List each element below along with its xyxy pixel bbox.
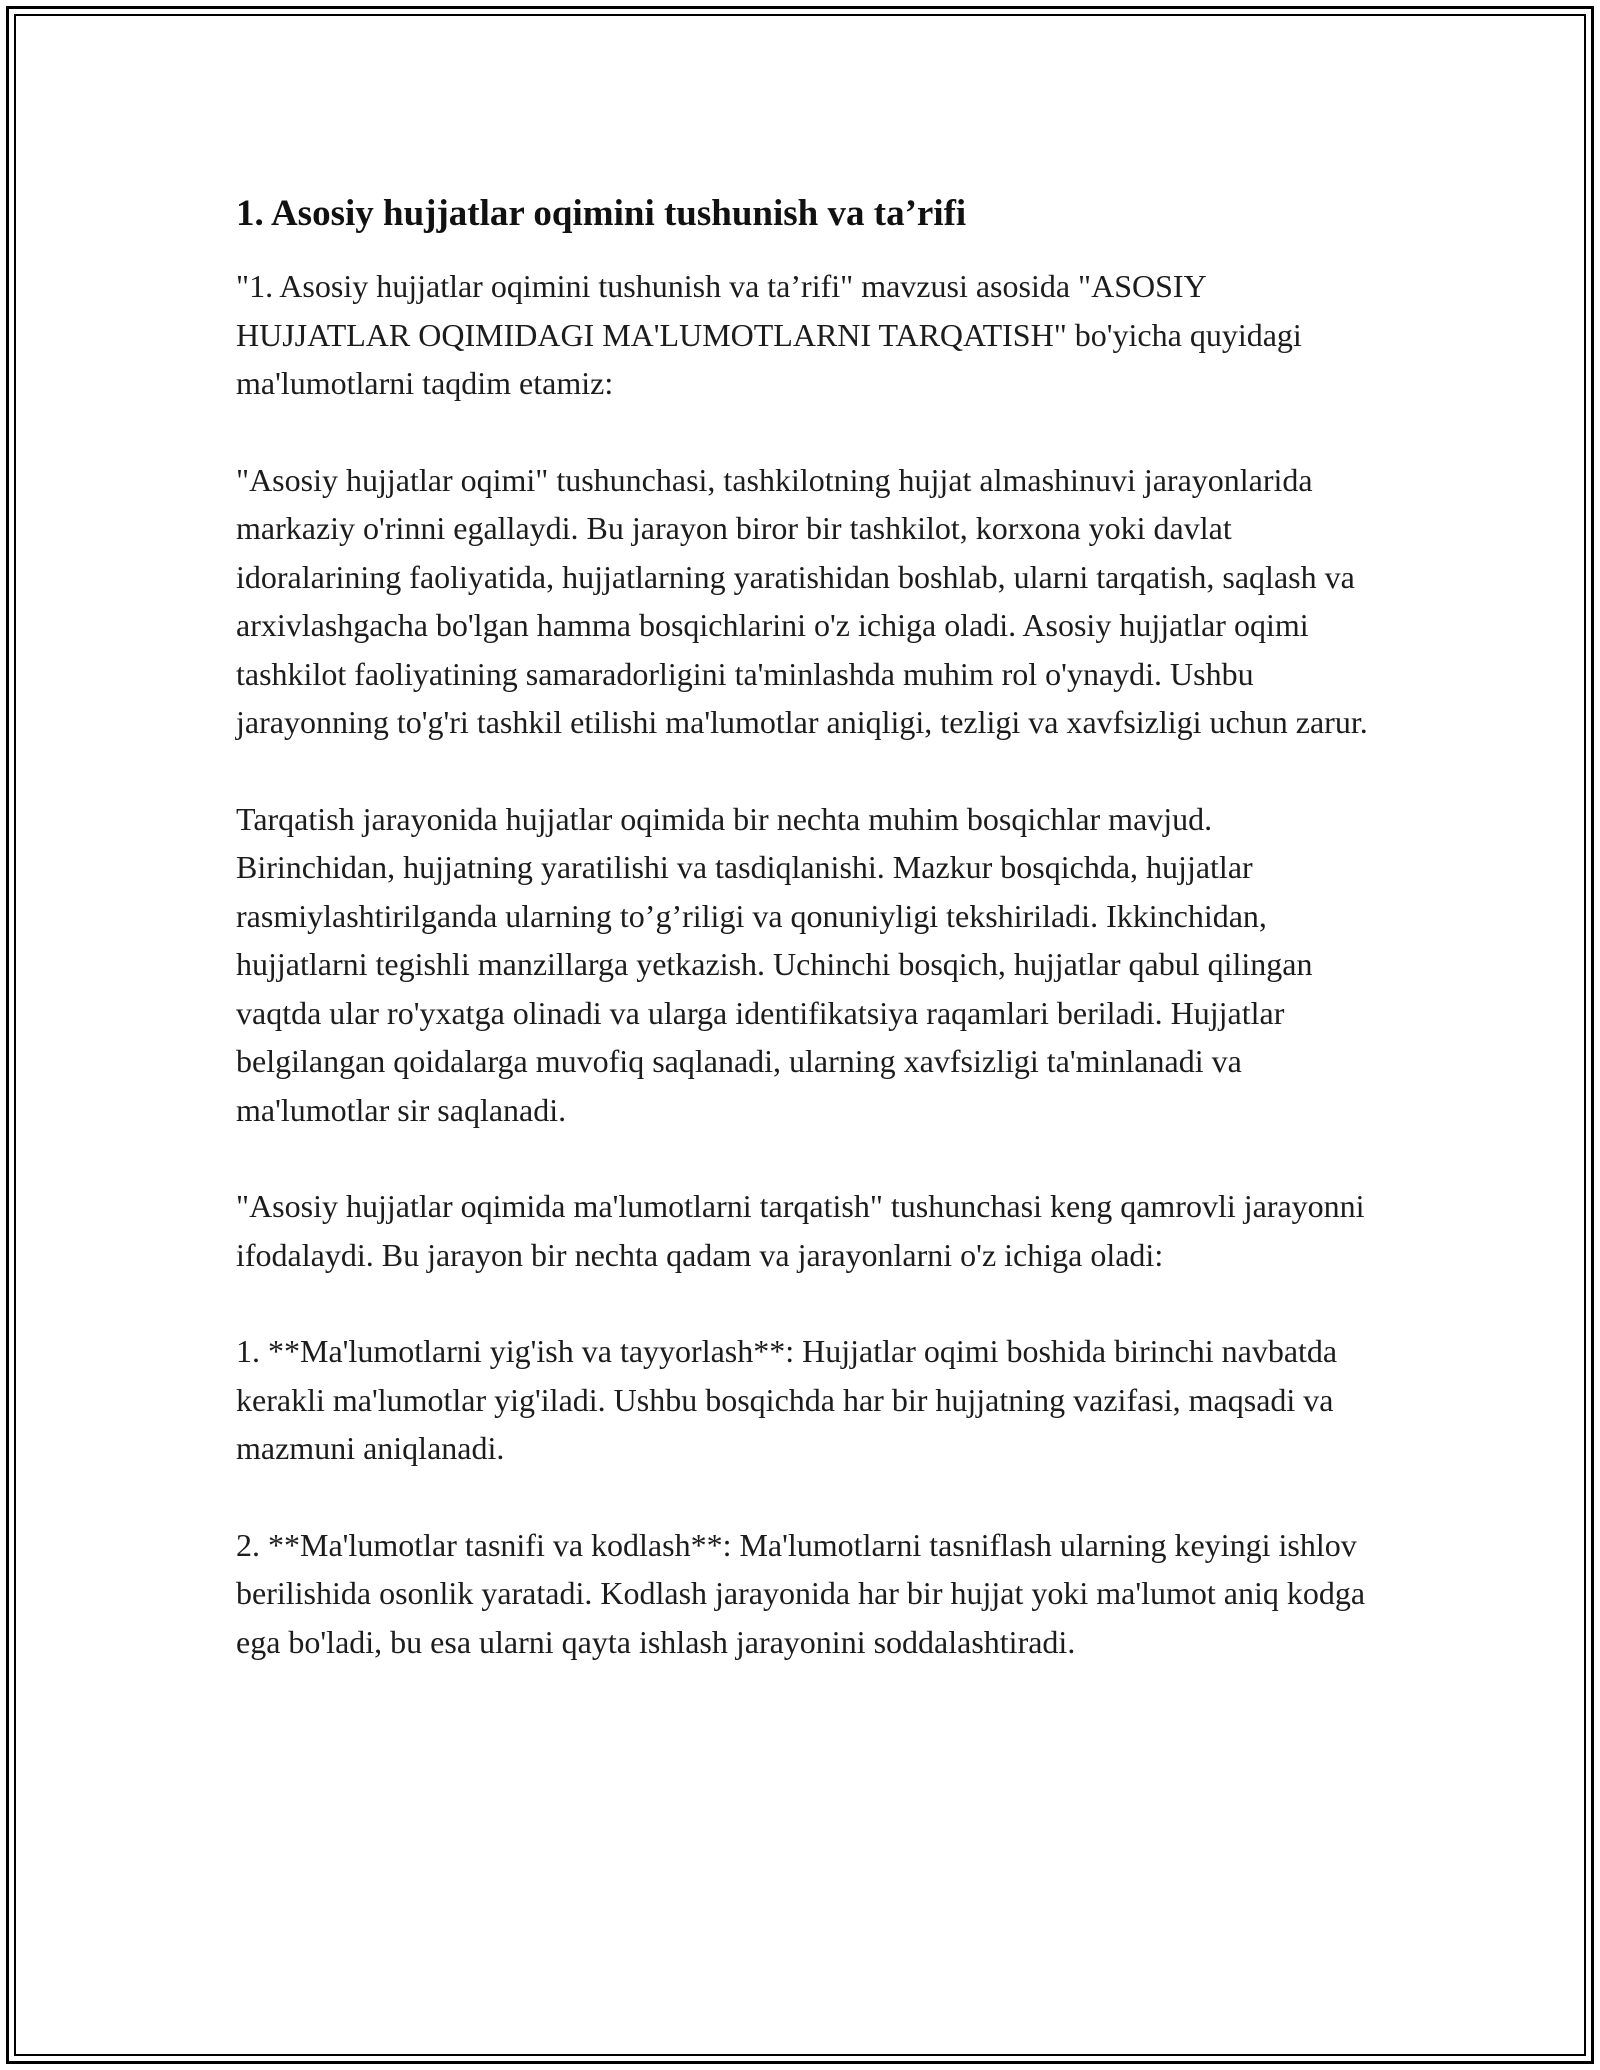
stages-paragraph: Tarqatish jarayonida hujjatlar oqimida bir nechta muhim bosqichlar mavjud. Birinchidan, hujjatning yaratilishi va tasdiqlanishi. Mazkur bosqichda, hujjatlar rasmiylashtirilganda ularning to’g’riligi va qonuniyligi tekshiriladi. Ikkinchidan, hujjatlarni tegishli manzillarga yetkazish. Uchinchi bosqich, hujjatlar qabul qilingan vaqtda ular ro'yxatga olinadi va ularga identifikatsiya raqamlari beriladi. Hujjatlar belgilangan qoidalarga muvofiq saqlanadi, ularning xavfsizligi ta'minlanadi va ma'lumotlar sir saqlanadi. <box>236 800 1313 1128</box>
distribution-paragraph: "Asosiy hujjatlar oqimida ma'lumotlarni tarqatish" tushunchasi keng qamrovli jarayonni ifodalaydi. Bu jarayon bir nechta qadam va jarayonlarni o'z ichiga oladi: <box>236 1188 1365 1273</box>
definition-paragraph: "Asosiy hujjatlar oqimi" tushunchasi, tashkilotning hujjat almashinuvi jarayonlarida markaziy o'rinni egallaydi. Bu jarayon biror bir tashkilot, korxona yoki davlat idoralarining faoliyatida, hujjatlarning yaratishidan boshlab, ularni tarqatish, saqlash va arxivlashgacha bo'lgan hamma bosqichlarini o'z ichiga oladi. Asosiy hujjatlar oqimi tashkilot faoliyatining samaradorligini ta'minlashda muhim rol o'ynaydi. Ushbu jarayonning to'g'ri tashkil etilishi ma'lumotlar aniqligi, tezligi va xavfsizligi uchun zarur. <box>236 461 1368 740</box>
list-item-collection: 1. **Ma'lumotlarni yig'ish va tayyorlash**: Hujjatlar oqimi boshida birinchi navbatda kerakli ma'lumotlar yig'iladi. Ushbu bosqichda har bir hujjatning vazifasi, maqsadi va mazmuni aniqlanadi. <box>236 1333 1338 1466</box>
list-item-classification: 2. **Ma'lumotlar tasnifi va kodlash**: Ma'lumotlarni tasniflash ularning keyingi ishlov berilishida osonlik yaratadi. Kodlash jarayonida har bir hujjat yoki ma'lumot aniq kodga ega bo'ladi, bu esa ularni qayta ishlash jarayonini soddalashtiradi. <box>236 1526 1366 1660</box>
intro-paragraph: "1. Asosiy hujjatlar oqimini tushunish va ta’rifi" mavzusi asosida "ASOSIY HUJJATLAR OQIMIDAGI MA'LUMOTLARNI TARQATISH" bo'yicha quyidagi ma'lumotlarni taqdim etamiz: <box>236 268 1302 401</box>
section-heading: 1. Asosiy hujjatlar oqimini tushunish va ta’rifi <box>236 193 967 234</box>
document-body <box>236 188 1370 1714</box>
